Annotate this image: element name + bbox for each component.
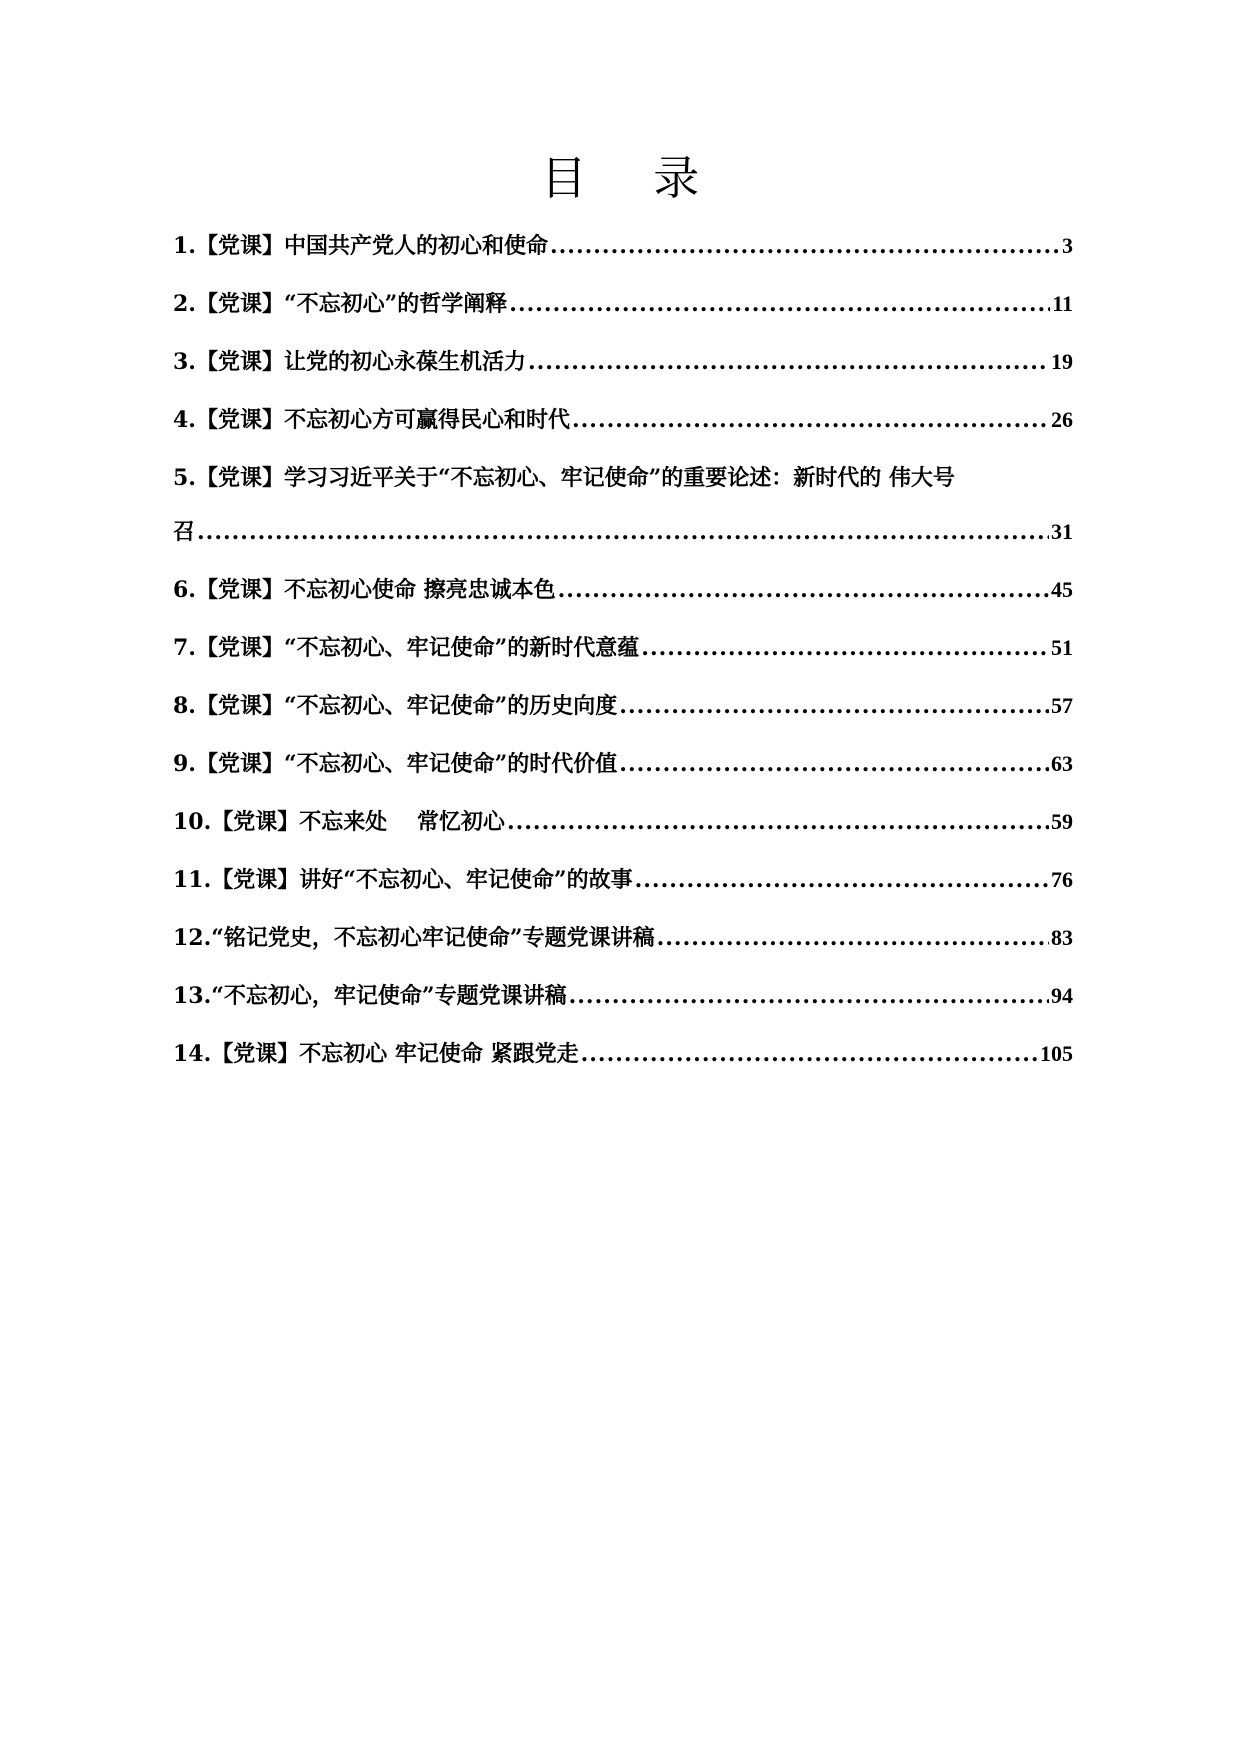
- table-of-contents: [173, 226, 1073, 1092]
- toc-leader: [507, 802, 1049, 842]
- toc-leader: [550, 226, 1060, 266]
- toc-entry-text: 12.“铭记党史，不忘初心牢记使命”专题党课讲稿: [173, 925, 655, 951]
- toc-entry-text: 7.【党课】“不忘初心、牢记使命”的新时代意蕴: [173, 635, 640, 661]
- toc-leader: [572, 400, 1049, 440]
- toc-entry[interactable]: [173, 400, 1073, 458]
- toc-entry-text-continued: 召: [173, 519, 196, 545]
- toc-entry-text: 11.【党课】讲好“不忘初心、牢记使命”的故事: [173, 867, 633, 893]
- toc-entry[interactable]: [173, 342, 1073, 400]
- toc-page-number: 94: [1051, 983, 1073, 1008]
- toc-entry[interactable]: [173, 976, 1073, 1034]
- toc-page-number: 26: [1051, 407, 1073, 432]
- toc-page-number: 51: [1051, 635, 1073, 660]
- toc-entry[interactable]: [173, 226, 1073, 284]
- toc-entry[interactable]: [173, 744, 1073, 802]
- toc-leader: [569, 976, 1049, 1016]
- toc-leader: [197, 512, 1049, 552]
- toc-entry[interactable]: [173, 686, 1073, 744]
- toc-entry-text: 14.【党课】不忘初心 牢记使命 紧跟党走: [173, 1041, 579, 1067]
- toc-leader: [581, 1034, 1038, 1074]
- toc-entry[interactable]: [173, 284, 1073, 342]
- toc-entry-text: 5.【党课】学习习近平关于“不忘初心、牢记使命”的重要论述：新时代的 伟大号: [173, 465, 955, 491]
- toc-page-number: 19: [1051, 349, 1073, 374]
- toc-entry-text: 8.【党课】“不忘初心、牢记使命”的历史向度: [173, 693, 618, 719]
- toc-entry-text: 4.【党课】不忘初心方可赢得民心和时代: [173, 407, 570, 433]
- toc-entry-text: 10.【党课】不忘来处 常忆初心: [173, 809, 505, 835]
- toc-page-number: 45: [1051, 577, 1073, 602]
- toc-entry-text: 9.【党课】“不忘初心、牢记使命”的时代价值: [173, 751, 618, 777]
- toc-entry[interactable]: [173, 628, 1073, 686]
- toc-entry[interactable]: [173, 860, 1073, 918]
- toc-entry[interactable]: [173, 802, 1073, 860]
- toc-entry[interactable]: [173, 570, 1073, 628]
- toc-leader: [558, 570, 1049, 610]
- toc-entry-text: 3.【党课】让党的初心永葆生机活力: [173, 349, 526, 375]
- toc-page-number: 83: [1051, 925, 1073, 950]
- toc-page-number: 57: [1051, 693, 1073, 718]
- toc-entry[interactable]: [173, 458, 1073, 570]
- toc-leader: [509, 284, 1050, 324]
- toc-page-number: 59: [1051, 809, 1073, 834]
- page-title: 目 录: [540, 151, 726, 205]
- toc-page-number: 76: [1051, 867, 1073, 892]
- toc-page-number: 3: [1062, 233, 1073, 258]
- toc-leader: [635, 860, 1049, 900]
- toc-page-number: 31: [1051, 519, 1073, 544]
- toc-entry[interactable]: [173, 918, 1073, 976]
- toc-page-number: 105: [1040, 1041, 1073, 1066]
- toc-entry-text: 6.【党课】不忘初心使命 擦亮忠诚本色: [173, 577, 556, 603]
- toc-page-number: 63: [1051, 751, 1073, 776]
- toc-entry[interactable]: [173, 1034, 1073, 1092]
- toc-leader: [657, 918, 1049, 958]
- toc-leader: [641, 628, 1049, 668]
- toc-entry-text: 13.“不忘初心，牢记使命”专题党课讲稿: [173, 983, 567, 1009]
- toc-leader: [528, 342, 1049, 382]
- toc-leader: [619, 686, 1049, 726]
- toc-page-number: 11: [1052, 291, 1073, 316]
- toc-entry-text: 2.【党课】“不忘初心”的哲学阐释: [173, 291, 508, 317]
- toc-leader: [619, 744, 1049, 784]
- toc-entry-text: 1.【党课】中国共产党人的初心和使命: [173, 233, 548, 259]
